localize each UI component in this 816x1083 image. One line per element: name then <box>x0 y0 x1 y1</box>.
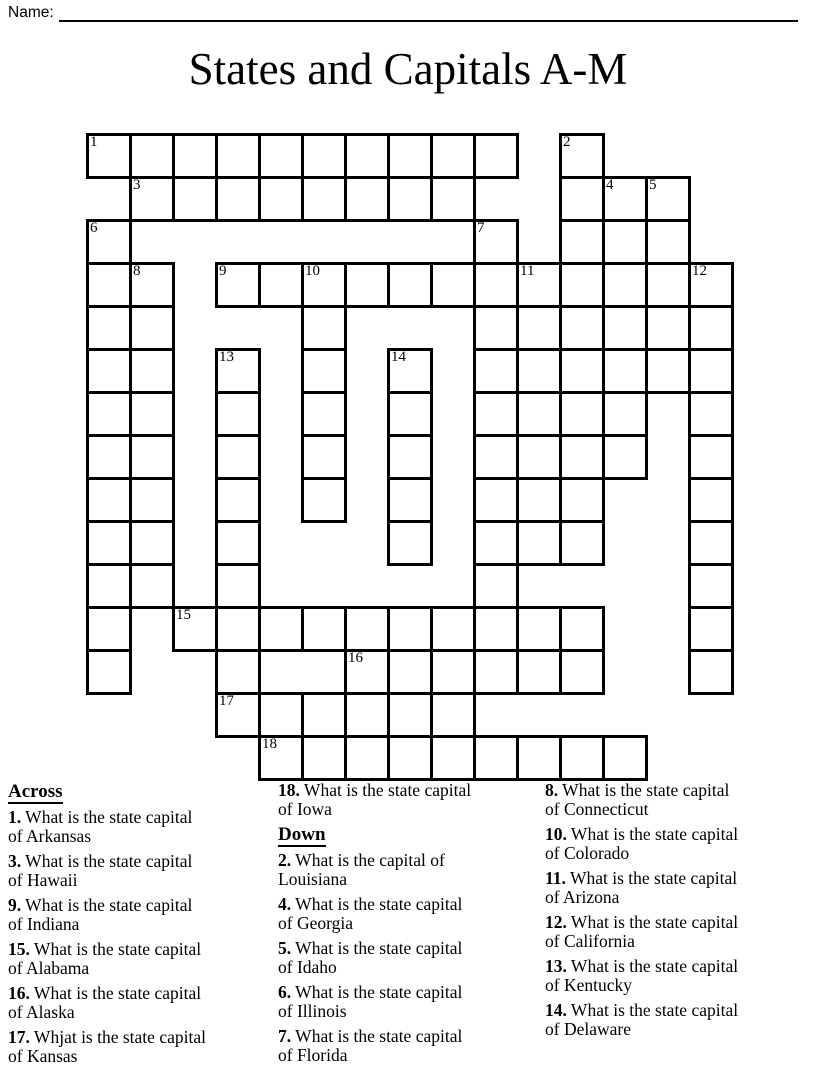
grid-cell <box>602 305 648 351</box>
clue-8: 8. What is the state capital of Connecticut <box>545 780 730 819</box>
clue-16: 16. What is the state capital of Alaska <box>8 983 202 1022</box>
grid-cell <box>430 262 476 308</box>
name-label: Name: <box>8 4 54 21</box>
grid-cell <box>387 176 433 222</box>
grid-cell <box>473 563 519 609</box>
grid-cell <box>387 735 433 781</box>
grid-cell <box>430 606 476 652</box>
grid-cell <box>129 563 175 609</box>
grid-cell <box>86 262 132 308</box>
grid-cell <box>559 176 605 222</box>
grid-cell <box>387 348 433 394</box>
grid-cell <box>473 649 519 695</box>
grid-cell <box>215 563 261 609</box>
clue-2: 2. What is the capital of Louisiana <box>278 850 445 889</box>
clue-9: 9. What is the state capital of Indiana <box>8 895 193 934</box>
grid-cell <box>473 477 519 523</box>
grid-cell <box>688 434 734 480</box>
grid-cell <box>129 176 175 222</box>
grid-cell <box>559 434 605 480</box>
grid-cell <box>215 649 261 695</box>
grid-cell <box>559 262 605 308</box>
cell-number: 11 <box>520 263 535 279</box>
grid-cell <box>602 262 648 308</box>
grid-cell <box>86 305 132 351</box>
page-title: States and Capitals A-M <box>188 44 628 94</box>
grid-cell <box>86 348 132 394</box>
grid-cell <box>344 735 390 781</box>
grid-cell <box>688 477 734 523</box>
cell-number: 14 <box>391 349 406 365</box>
grid-cell <box>516 348 562 394</box>
grid-cell <box>344 176 390 222</box>
grid-cell <box>387 391 433 437</box>
cell-number: 2 <box>563 134 571 150</box>
grid-cell <box>645 348 691 394</box>
clues-header-down: Down <box>278 824 326 845</box>
grid-cell <box>86 520 132 566</box>
grid-cell <box>387 434 433 480</box>
clues-header-across: Across <box>8 781 63 802</box>
grid-cell <box>344 606 390 652</box>
grid-cell <box>301 133 347 179</box>
grid-cell <box>688 563 734 609</box>
grid-cell <box>301 262 347 308</box>
grid-cell <box>516 305 562 351</box>
grid-cell <box>688 649 734 695</box>
clue-14: 14. What is the state capital of Delaware <box>545 1000 739 1039</box>
grid-cell <box>215 391 261 437</box>
grid-cell <box>301 434 347 480</box>
grid-cell <box>430 735 476 781</box>
clue-1: 1. What is the state capital of Arkansas <box>8 807 193 846</box>
grid-cell <box>301 477 347 523</box>
grid-cell <box>258 262 304 308</box>
cell-number: 1 <box>90 134 98 150</box>
grid-cell <box>86 563 132 609</box>
grid-cell <box>688 262 734 308</box>
grid-cell <box>258 176 304 222</box>
grid-cell <box>473 219 519 265</box>
grid-cell <box>301 606 347 652</box>
grid-cell <box>473 305 519 351</box>
grid-cell <box>215 520 261 566</box>
grid-cell <box>172 176 218 222</box>
grid-cell <box>387 477 433 523</box>
grid-cell <box>301 176 347 222</box>
grid-cell <box>645 305 691 351</box>
cell-number: 18 <box>262 736 277 752</box>
cell-number: 4 <box>606 177 614 193</box>
grid-cell <box>301 348 347 394</box>
grid-cell <box>129 133 175 179</box>
cell-number: 7 <box>477 220 485 236</box>
grid-cell <box>516 735 562 781</box>
grid-cell <box>129 348 175 394</box>
clue-4: 4. What is the state capital of Georgia <box>278 894 463 933</box>
clue-3: 3. What is the state capital of Hawaii <box>8 851 193 890</box>
grid-cell <box>86 477 132 523</box>
grid-cell <box>559 219 605 265</box>
cell-number: 16 <box>348 650 363 666</box>
grid-cell <box>215 176 261 222</box>
clue-6: 6. What is the state capital of Illinois <box>278 982 463 1021</box>
clue-12: 12. What is the state capital of California <box>545 912 739 951</box>
grid-cell <box>430 649 476 695</box>
cell-number: 17 <box>219 693 234 709</box>
cell-number: 8 <box>133 263 141 279</box>
grid-cell <box>129 391 175 437</box>
grid-cell <box>516 477 562 523</box>
cell-number: 13 <box>219 349 234 365</box>
grid-cell <box>301 391 347 437</box>
grid-cell <box>86 606 132 652</box>
grid-cell <box>344 649 390 695</box>
grid-cell <box>172 133 218 179</box>
grid-cell <box>430 176 476 222</box>
grid-cell <box>215 477 261 523</box>
grid-cell <box>387 649 433 695</box>
grid-cell <box>86 219 132 265</box>
grid-cell <box>559 649 605 695</box>
grid-cell <box>688 391 734 437</box>
grid-cell <box>430 692 476 738</box>
grid-cell <box>473 348 519 394</box>
grid-cell <box>344 692 390 738</box>
grid-cell <box>516 391 562 437</box>
grid-cell <box>129 262 175 308</box>
grid-cell <box>258 133 304 179</box>
grid-cell <box>645 219 691 265</box>
grid-cell <box>559 391 605 437</box>
grid-cell <box>559 348 605 394</box>
grid-cell <box>172 606 218 652</box>
grid-cell <box>473 434 519 480</box>
grid-cell <box>387 262 433 308</box>
grid-cell <box>473 606 519 652</box>
cell-number: 3 <box>133 177 141 193</box>
grid-cell <box>258 692 304 738</box>
grid-cell <box>215 606 261 652</box>
cell-number: 12 <box>692 263 707 279</box>
grid-cell <box>516 520 562 566</box>
grid-cell <box>688 606 734 652</box>
cell-number: 6 <box>90 220 98 236</box>
grid-cell <box>387 520 433 566</box>
clue-7: 7. What is the state capital of Florida <box>278 1026 463 1065</box>
clue-5: 5. What is the state capital of Idaho <box>278 938 463 977</box>
grid-cell <box>387 692 433 738</box>
grid-cell <box>559 305 605 351</box>
grid-cell <box>344 262 390 308</box>
grid-cell <box>301 305 347 351</box>
grid-cell <box>344 133 390 179</box>
grid-cell <box>301 735 347 781</box>
cell-number: 10 <box>305 263 320 279</box>
clue-10: 10. What is the state capital of Colorado <box>545 824 739 863</box>
name-blank-line <box>59 4 798 22</box>
grid-cell <box>602 176 648 222</box>
grid-cell <box>86 391 132 437</box>
clue-column-left <box>8 781 270 1072</box>
grid-cell <box>688 305 734 351</box>
grid-cell <box>559 606 605 652</box>
clue-column-middle <box>278 781 538 1071</box>
clue-15: 15. What is the state capital of Alabama <box>8 939 202 978</box>
grid-cell <box>258 735 304 781</box>
grid-cell <box>129 520 175 566</box>
grid-cell <box>129 477 175 523</box>
grid-cell <box>258 606 304 652</box>
grid-cell <box>86 649 132 695</box>
clue-17: 17. Whjat is the state capital of Kansas <box>8 1027 206 1066</box>
grid-cell <box>473 520 519 566</box>
grid-cell <box>301 692 347 738</box>
grid-cell <box>215 434 261 480</box>
grid-cell <box>473 391 519 437</box>
grid-cell <box>430 133 476 179</box>
clue-18: 18. What is the state capital of Iowa <box>278 780 472 819</box>
clue-13: 13. What is the state capital of Kentucky <box>545 956 739 995</box>
grid-cell <box>473 735 519 781</box>
grid-cell <box>559 735 605 781</box>
grid-cell <box>86 133 132 179</box>
grid-cell <box>215 348 261 394</box>
grid-cell <box>215 692 261 738</box>
grid-cell <box>688 348 734 394</box>
grid-cell <box>559 133 605 179</box>
grid-cell <box>516 649 562 695</box>
grid-cell <box>215 262 261 308</box>
grid-cell <box>602 434 648 480</box>
grid-cell <box>645 176 691 222</box>
grid-cell <box>129 434 175 480</box>
grid-cell <box>387 606 433 652</box>
clue-column-right <box>545 781 811 1045</box>
grid-cell <box>129 305 175 351</box>
grid-cell <box>387 133 433 179</box>
grid-cell <box>516 606 562 652</box>
name-row <box>8 4 798 22</box>
grid-cell <box>602 735 648 781</box>
grid-cell <box>516 262 562 308</box>
grid-cell <box>559 477 605 523</box>
grid-cell <box>559 520 605 566</box>
grid-cell <box>516 434 562 480</box>
grid-cell <box>602 391 648 437</box>
cell-number: 5 <box>649 177 657 193</box>
grid-cell <box>602 348 648 394</box>
grid-cell <box>602 219 648 265</box>
grid-cell <box>86 434 132 480</box>
grid-cell <box>645 262 691 308</box>
grid-cell <box>473 133 519 179</box>
cell-number: 15 <box>176 607 191 623</box>
grid-cell <box>215 133 261 179</box>
clue-11: 11. What is the state capital of Arizona <box>545 868 738 907</box>
cell-number: 9 <box>219 263 227 279</box>
grid-cell <box>688 520 734 566</box>
grid-cell <box>473 262 519 308</box>
